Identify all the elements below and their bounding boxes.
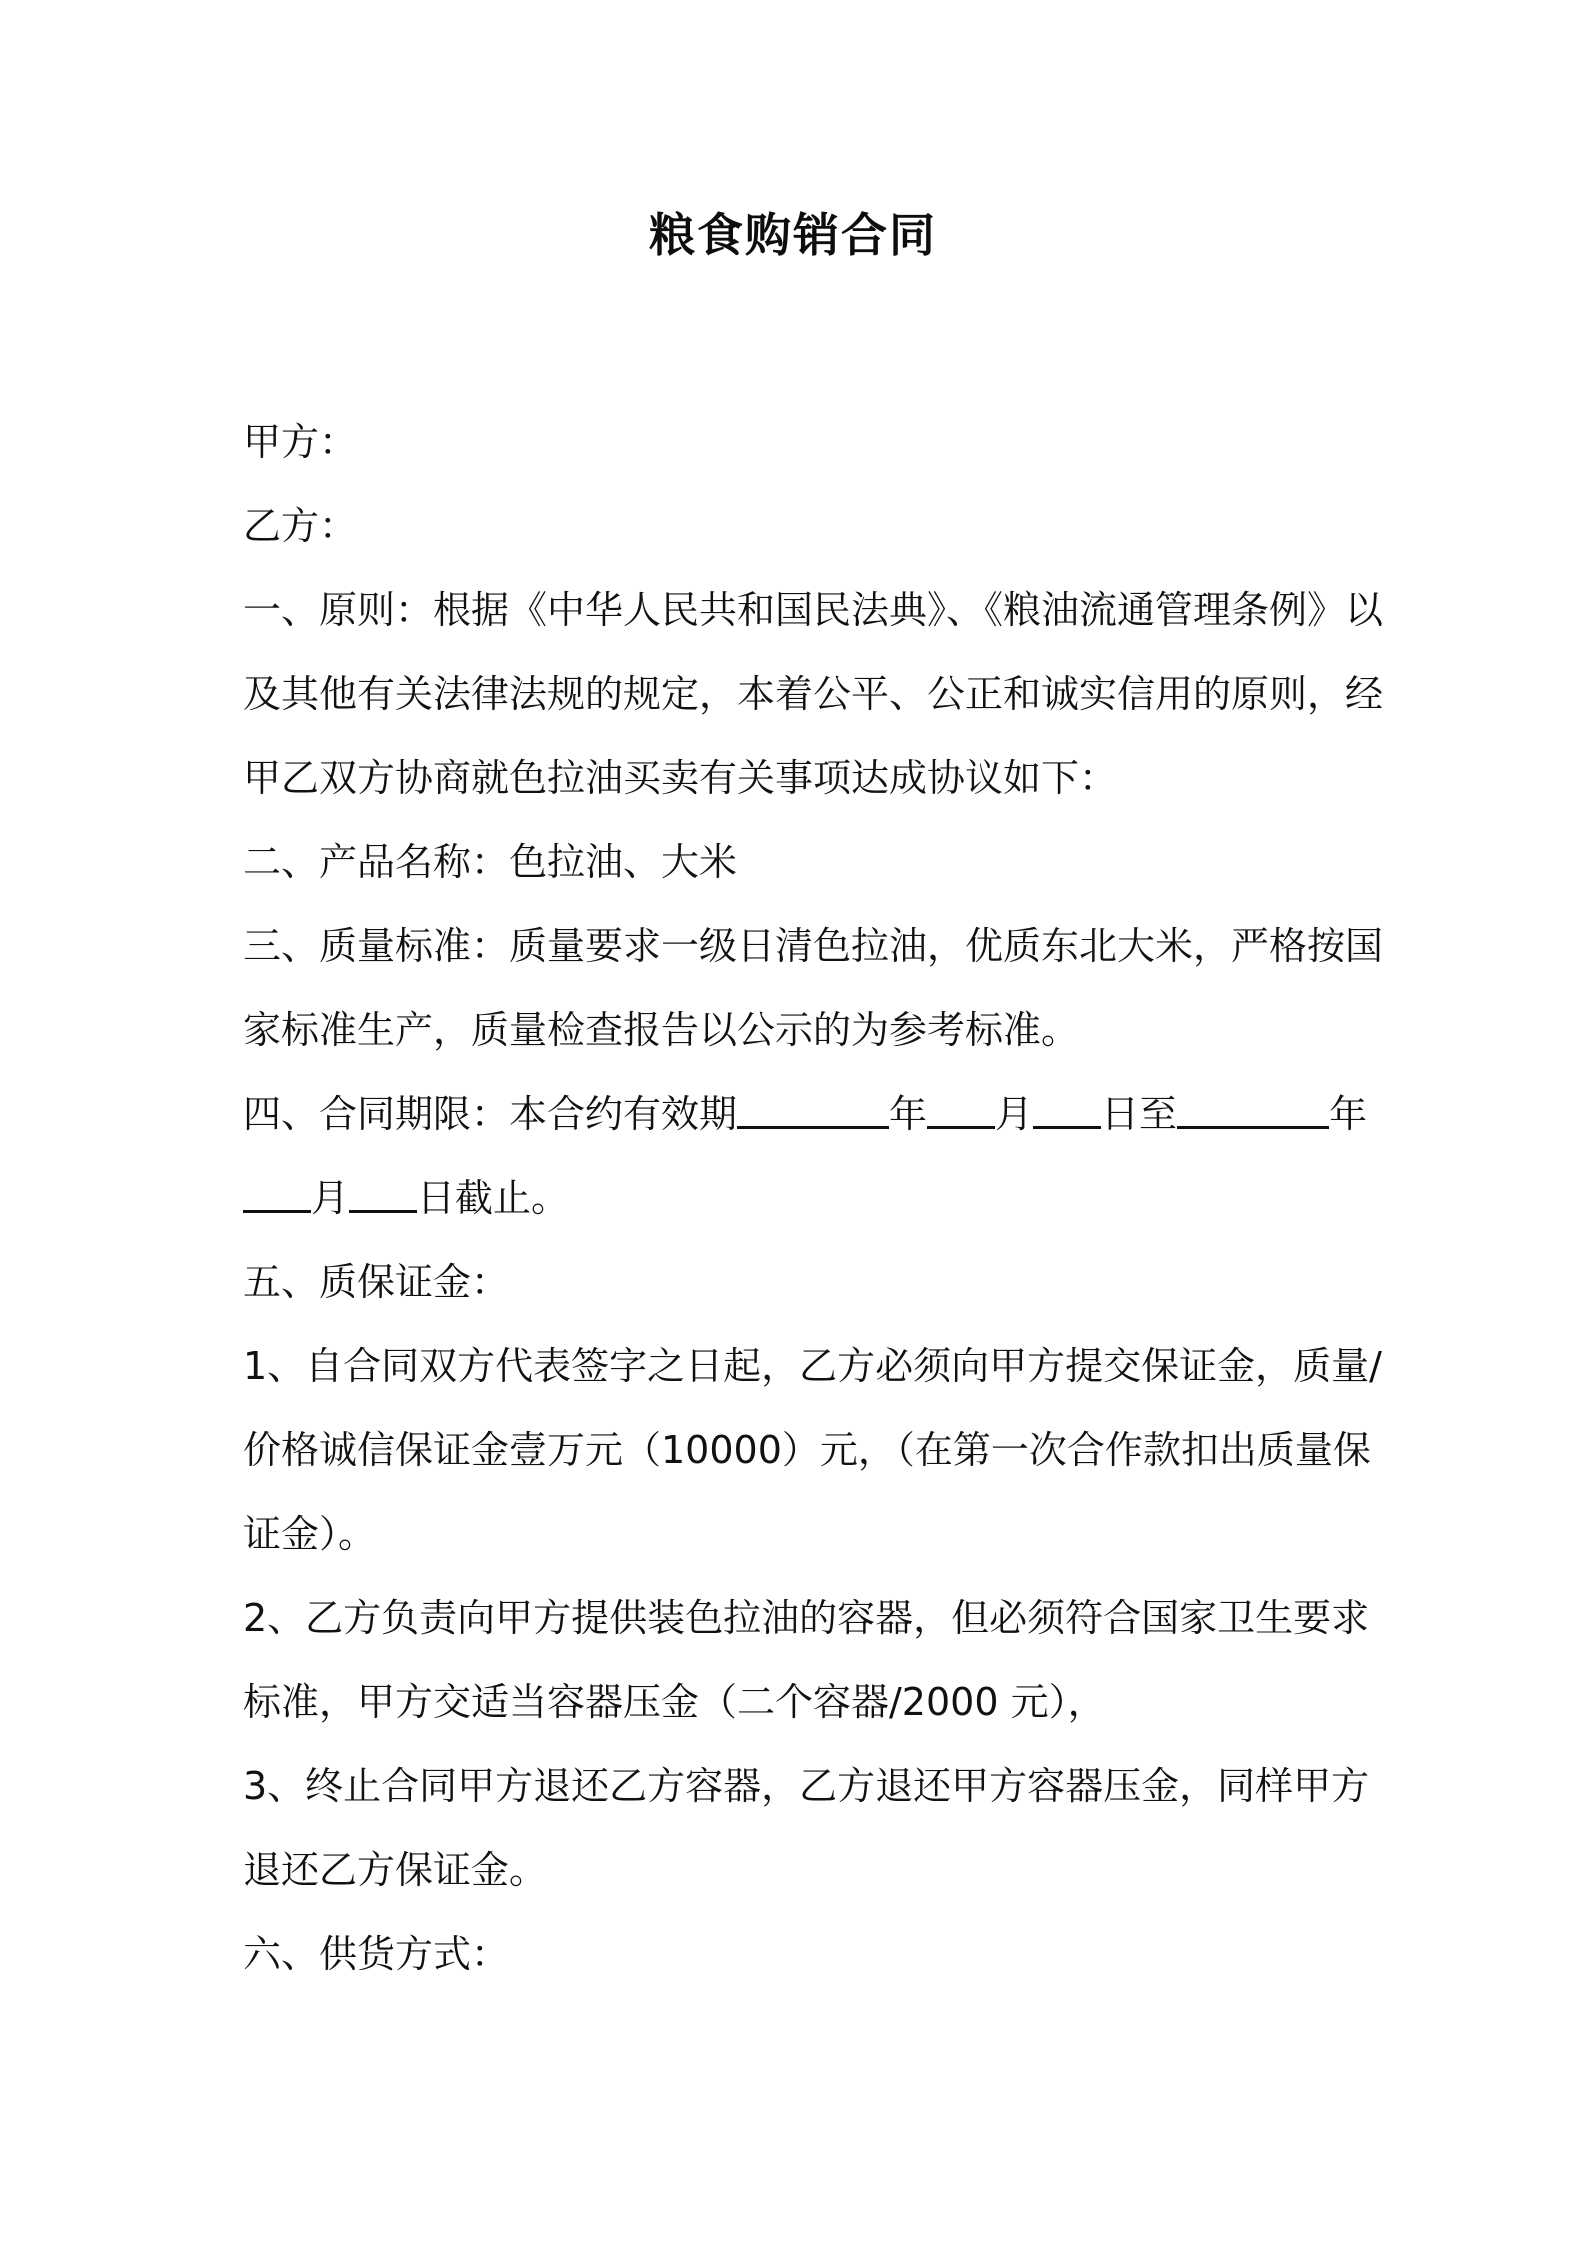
- end-year-blank[interactable]: [1177, 1092, 1329, 1129]
- term-month-1: 月: [995, 1092, 1034, 1136]
- section-5-item-1-line-1: 1、自合同双方代表签字之日起，乙方必须向甲方提交保证金，质量/: [243, 1344, 1382, 1388]
- term-year-1: 年: [889, 1092, 928, 1136]
- section-3-line-2: 家标准生产，质量检查报告以公示的为参考标准。: [243, 1008, 1080, 1052]
- section-5-item-3-line-2: 退还乙方保证金。: [243, 1848, 548, 1892]
- section-5-item-3-line-1: 3、终止合同甲方退还乙方容器，乙方退还甲方容器压金，同样甲方: [243, 1764, 1370, 1808]
- start-month-blank[interactable]: [927, 1092, 995, 1129]
- document-title: 粮食购销合同: [649, 208, 937, 262]
- section-5-item-1-line-2: 价格诚信保证金壹万元（10000）元，（在第一次合作款扣出质量保: [243, 1428, 1371, 1472]
- term-month-2: 月: [311, 1176, 350, 1220]
- end-day-blank[interactable]: [349, 1176, 417, 1213]
- start-year-blank[interactable]: [737, 1092, 889, 1129]
- term-year-2: 年: [1329, 1092, 1368, 1136]
- section-5-item-2-line-1: 2、乙方负责向甲方提供装色拉油的容器，但必须符合国家卫生要求: [243, 1596, 1370, 1640]
- document-body: [243, 400, 1384, 1996]
- end-month-blank[interactable]: [243, 1176, 311, 1213]
- section-1-line-3: 甲乙双方协商就色拉油买卖有关事项达成协议如下：: [243, 756, 1118, 800]
- section-1-line-2: 及其他有关法律法规的规定，本着公平、公正和诚实信用的原则，经: [243, 672, 1384, 716]
- section-6-heading: 六、供货方式：: [243, 1932, 510, 1976]
- section-5-heading: 五、质保证金：: [243, 1260, 510, 1304]
- section-5-item-1-line-3: 证金）。: [243, 1512, 377, 1556]
- section-2-line: 二、产品名称：色拉油、大米: [243, 840, 738, 884]
- term-day-to: 日至: [1101, 1092, 1178, 1136]
- party-b-line: 乙方：: [243, 504, 358, 548]
- term-end: 日截止。: [417, 1176, 570, 1220]
- section-4-line-1: [243, 1072, 1368, 1156]
- section-5-item-2-line-2: 标准，甲方交适当容器压金（二个容器/2000 元），: [243, 1680, 1106, 1724]
- term-prefix: 四、合同期限：本合约有效期: [243, 1092, 738, 1136]
- section-3-line-1: 三、质量标准：质量要求一级日清色拉油，优质东北大米，严格按国: [243, 924, 1384, 968]
- party-a-line: 甲方：: [243, 420, 358, 464]
- section-4-line-2: [243, 1156, 1358, 1240]
- start-day-blank[interactable]: [1033, 1092, 1101, 1129]
- section-1-line-1: 一、原则：根据《中华人民共和国民法典》、《粮油流通管理条例》以: [243, 588, 1384, 632]
